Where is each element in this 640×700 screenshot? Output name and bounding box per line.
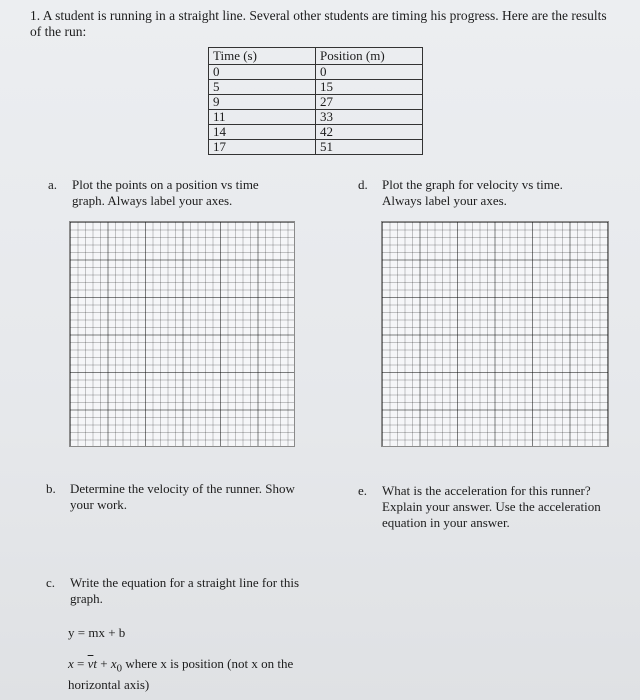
table-cell: 0 [209, 65, 316, 80]
eq-equals: = [73, 656, 88, 671]
question-text: 1. A student is running in a straight line. Several other students are timing his progress. Here are the results of the run: [30, 8, 607, 39]
part-e-text: What is the acceleration for this runner? Explain your answer. Use the acceleration equation in your answer. [382, 483, 601, 530]
eq-v-bar: $\overline{v}$ [87, 656, 94, 671]
table-cell: 17 [209, 140, 316, 155]
part-d [358, 177, 613, 211]
part-b-text: Determine the velocity of the runner. Show your work. [70, 481, 295, 512]
table-row [209, 65, 423, 80]
part-d-letter: d. [358, 177, 368, 192]
table-header-row [209, 48, 423, 65]
part-b [46, 481, 306, 515]
table-cell: 11 [209, 110, 316, 125]
part-e [358, 483, 618, 533]
part-d-text: Plot the graph for velocity vs time. Always label your axes. [382, 177, 563, 208]
table-header-time: Time (s) [209, 48, 316, 65]
table-cell: 0 [316, 65, 423, 80]
table-row [209, 125, 423, 140]
eq-plus: + [97, 656, 111, 671]
part-b-letter: b. [46, 481, 56, 496]
eq-note: where x is position (not x on the horizontal axis) [68, 656, 294, 692]
graph-major-grid [70, 222, 294, 446]
table-row [209, 110, 423, 125]
part-c [46, 575, 306, 609]
table-cell: 5 [209, 80, 316, 95]
part-e-letter: e. [358, 483, 368, 498]
table-row [209, 140, 423, 155]
position-time-graph-grid[interactable] [69, 221, 295, 447]
table-row [209, 80, 423, 95]
table-row [209, 95, 423, 110]
table-header-position: Position (m) [316, 48, 423, 65]
eq-t: t [93, 656, 98, 671]
velocity-time-graph-grid[interactable] [381, 221, 609, 447]
table-cell: 42 [316, 125, 423, 140]
part-a-letter: a. [48, 177, 58, 192]
table-cell: 14 [209, 125, 316, 140]
table-cell: 33 [316, 110, 423, 125]
part-a [48, 177, 303, 211]
table-cell: 15 [316, 80, 423, 95]
table-cell: 27 [316, 95, 423, 110]
kinematic-equation [68, 656, 298, 693]
eq-x: x [68, 656, 74, 671]
eq-x0: x [110, 656, 117, 671]
part-a-text: Plot the points on a position vs time graph. Always label your axes. [72, 177, 259, 208]
graph-major-grid [382, 222, 608, 446]
line-equation: y = mx + b [68, 625, 126, 640]
table-cell: 9 [209, 95, 316, 110]
part-c-text: Write the equation for a straight line for this graph. [70, 575, 300, 606]
table-cell: 51 [316, 140, 423, 155]
data-table [208, 47, 423, 155]
part-c-letter: c. [46, 575, 56, 590]
eq-x0-subscript: 0 [116, 662, 123, 675]
